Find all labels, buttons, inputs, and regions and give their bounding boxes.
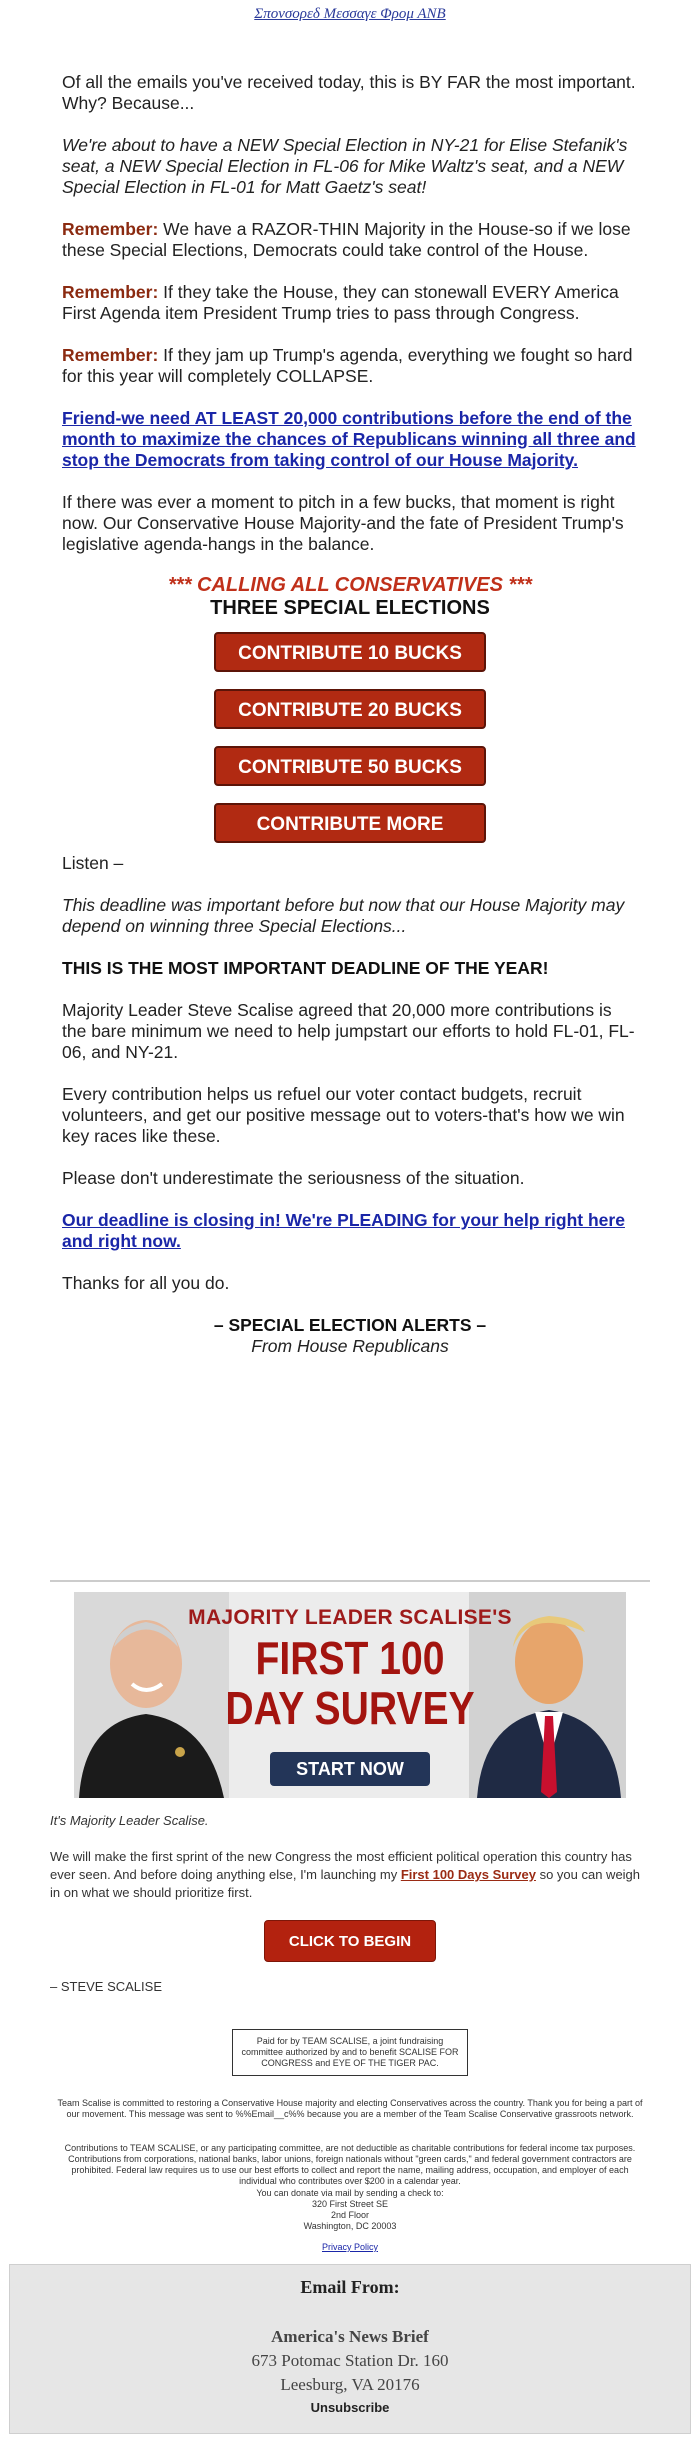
signoff-subtitle: From House Republicans (251, 1336, 449, 1356)
survey-body-text-end: so you can weigh in on what we should prioritize first. (50, 1867, 641, 1900)
reminder-text: We have a RAZOR-THIN Majority in the House-so if we lose these Special Elections, Democrats could take control of the House. (62, 219, 631, 260)
footer-sender-name: America's News Brief (271, 2327, 429, 2346)
reminder-paragraph-1 (62, 219, 638, 261)
mail-city: Washington, DC 20003 (303, 2221, 397, 2231)
footer-address-line-2: Leesburg, VA 20176 (280, 2375, 420, 2394)
click-to-begin-button[interactable]: CLICK TO BEGIN (264, 1920, 436, 1962)
reminder-text: If they jam up Trump's agenda, everything we fought so hard for this year will completely COLLAPSE. (62, 345, 633, 386)
contribute-more-button[interactable]: CONTRIBUTE MORE (214, 803, 486, 843)
section-divider (50, 1580, 650, 1582)
survey-signature: – STEVE SCALISE (50, 1979, 162, 1994)
unsubscribe-link[interactable]: Unsubscribe (310, 2400, 390, 2415)
scalise-paragraph: Majority Leader Steve Scalise agreed that 20,000 more contributions is the bare minimum we need to help jumpstart our efforts to hold FL-01, FL-06, and NY-21. (62, 1000, 635, 1062)
special-elections-paragraph: We're about to have a NEW Special Election in NY-21 for Elise Stefanik's seat, a NEW Special Election in FL-06 for Mike Waltz's seat, and a NEW Special Election in FL-01 for Matt Gaetz's seat! (62, 135, 628, 197)
contribute-20-button[interactable]: CONTRIBUTE 20 BUCKS (214, 689, 486, 729)
most-important-deadline-heading: THIS IS THE MOST IMPORTANT DEADLINE OF THE YEAR! (62, 958, 549, 978)
banner-start-now-button[interactable]: START NOW (270, 1752, 430, 1786)
thanks-text: Thanks for all you do. (62, 1273, 230, 1293)
reminder-paragraph-3 (62, 345, 638, 387)
banner-day-survey: DAY SURVEY (225, 1682, 475, 1734)
banner-first-100: FIRST 100 (255, 1632, 445, 1684)
reminder-label: Remember: (62, 219, 159, 239)
contribute-50-button[interactable]: CONTRIBUTE 50 BUCKS (214, 746, 486, 786)
listen-text: Listen – (62, 853, 124, 873)
survey-body (50, 1848, 650, 1902)
email-body (62, 72, 638, 1357)
footer-email-from: Email From: (300, 2277, 400, 2297)
reminder-label: Remember: (62, 282, 159, 302)
mail-donation-address (55, 2188, 645, 2232)
privacy-policy-link[interactable]: Privacy Policy (321, 2242, 378, 2252)
contribute-10-button[interactable]: CONTRIBUTE 10 BUCKS (214, 632, 486, 672)
reminder-text: If they take the House, they can stonewall EVERY America First Agenda item President Trump tries to pass through Congress. (62, 282, 619, 323)
mail-street: 320 First Street SE (311, 2199, 389, 2209)
mail-floor: 2nd Floor (330, 2210, 370, 2220)
commitment-text: Team Scalise is committed to restoring a Conservative House majority and electing Conservatives across the country. Thank you for being a part of our movement. This message was sent to %%Email__c%% because you are a member of the Team Scalise Conservative grassroots network. (57, 2098, 643, 2119)
reminder-paragraph-2 (62, 282, 638, 324)
contributions-goal-link[interactable]: Friend-we need AT LEAST 20,000 contributions before the end of the month to maximize the chances of Republicans winning all three and stop the Democrats from taking control of our House Majority. (62, 408, 636, 470)
deadline-paragraph: This deadline was important before but now that our House Majority may depend on winning three Special Elections... (62, 895, 625, 936)
deadline-closing-link[interactable]: Our deadline is closing in! We're PLEADING for your help right here and right now. (62, 1210, 625, 1251)
email-from-footer (9, 2264, 691, 2434)
survey-banner-image[interactable] (74, 1592, 626, 1798)
paid-for-disclaimer: Paid for by TEAM SCALISE, a joint fundraising committee authorized by and to benefit SCALISE FOR CONGRESS and EYE OF THE TIGER PAC. (232, 2029, 468, 2076)
first-100-days-survey-link[interactable]: First 100 Days Survey (400, 1867, 536, 1882)
signoff-heading: – SPECIAL ELECTION ALERTS – (213, 1315, 487, 1335)
sponsored-header-link[interactable]: Σπονσορεδ Μεσσαγε Φρομ ΑΝΒ (254, 6, 446, 22)
survey-body-text: We will make the first sprint of the new Congress the most efficient political operation this country has ever seen. And before doing anything else, I'm launching my (50, 1849, 632, 1882)
seriousness-paragraph: Please don't underestimate the seriousness of the situation. (62, 1168, 525, 1188)
mail-intro: You can donate via mail by sending a check to: (256, 2188, 444, 2198)
three-special-elections-heading: THREE SPECIAL ELECTIONS (210, 597, 490, 619)
survey-section (50, 1812, 650, 2014)
contributions-disclaimer: Contributions to TEAM SCALISE, or any participating committee, are not deductible as charitable contributions for federal income tax purposes. Contributions from corporations, national banks, labor unions, foreign nationals without "green cards," and federal government contractors are prohibited. Federal law requires us to use our best efforts to collect and report the name, mailing address, occupation, and employer of each individual who contributes over $200 in a calendar year. (64, 2143, 636, 2186)
every-contribution-paragraph: Every contribution helps us refuel our voter contact budgets, recruit volunteers, and get our positive message out to voters-that's how we win key races like these. (62, 1084, 625, 1146)
footer-address-line-1: 673 Potomac Station Dr. 160 (251, 2351, 449, 2370)
survey-intro: It's Majority Leader Scalise. (50, 1813, 209, 1828)
reminder-label: Remember: (62, 345, 159, 365)
intro-paragraph: Of all the emails you've received today, this is BY FAR the most important. Why? Because... (62, 72, 636, 113)
pitch-paragraph: If there was ever a moment to pitch in a few bucks, that moment is right now. Our Conservative House Majority-and the fate of President Trump's legislative agenda-hangs in the balance. (62, 492, 624, 554)
banner-top-text: MAJORITY LEADER SCALISE'S (188, 1606, 512, 1629)
calling-conservatives-heading: *** CALLING ALL CONSERVATIVES *** (168, 574, 532, 596)
